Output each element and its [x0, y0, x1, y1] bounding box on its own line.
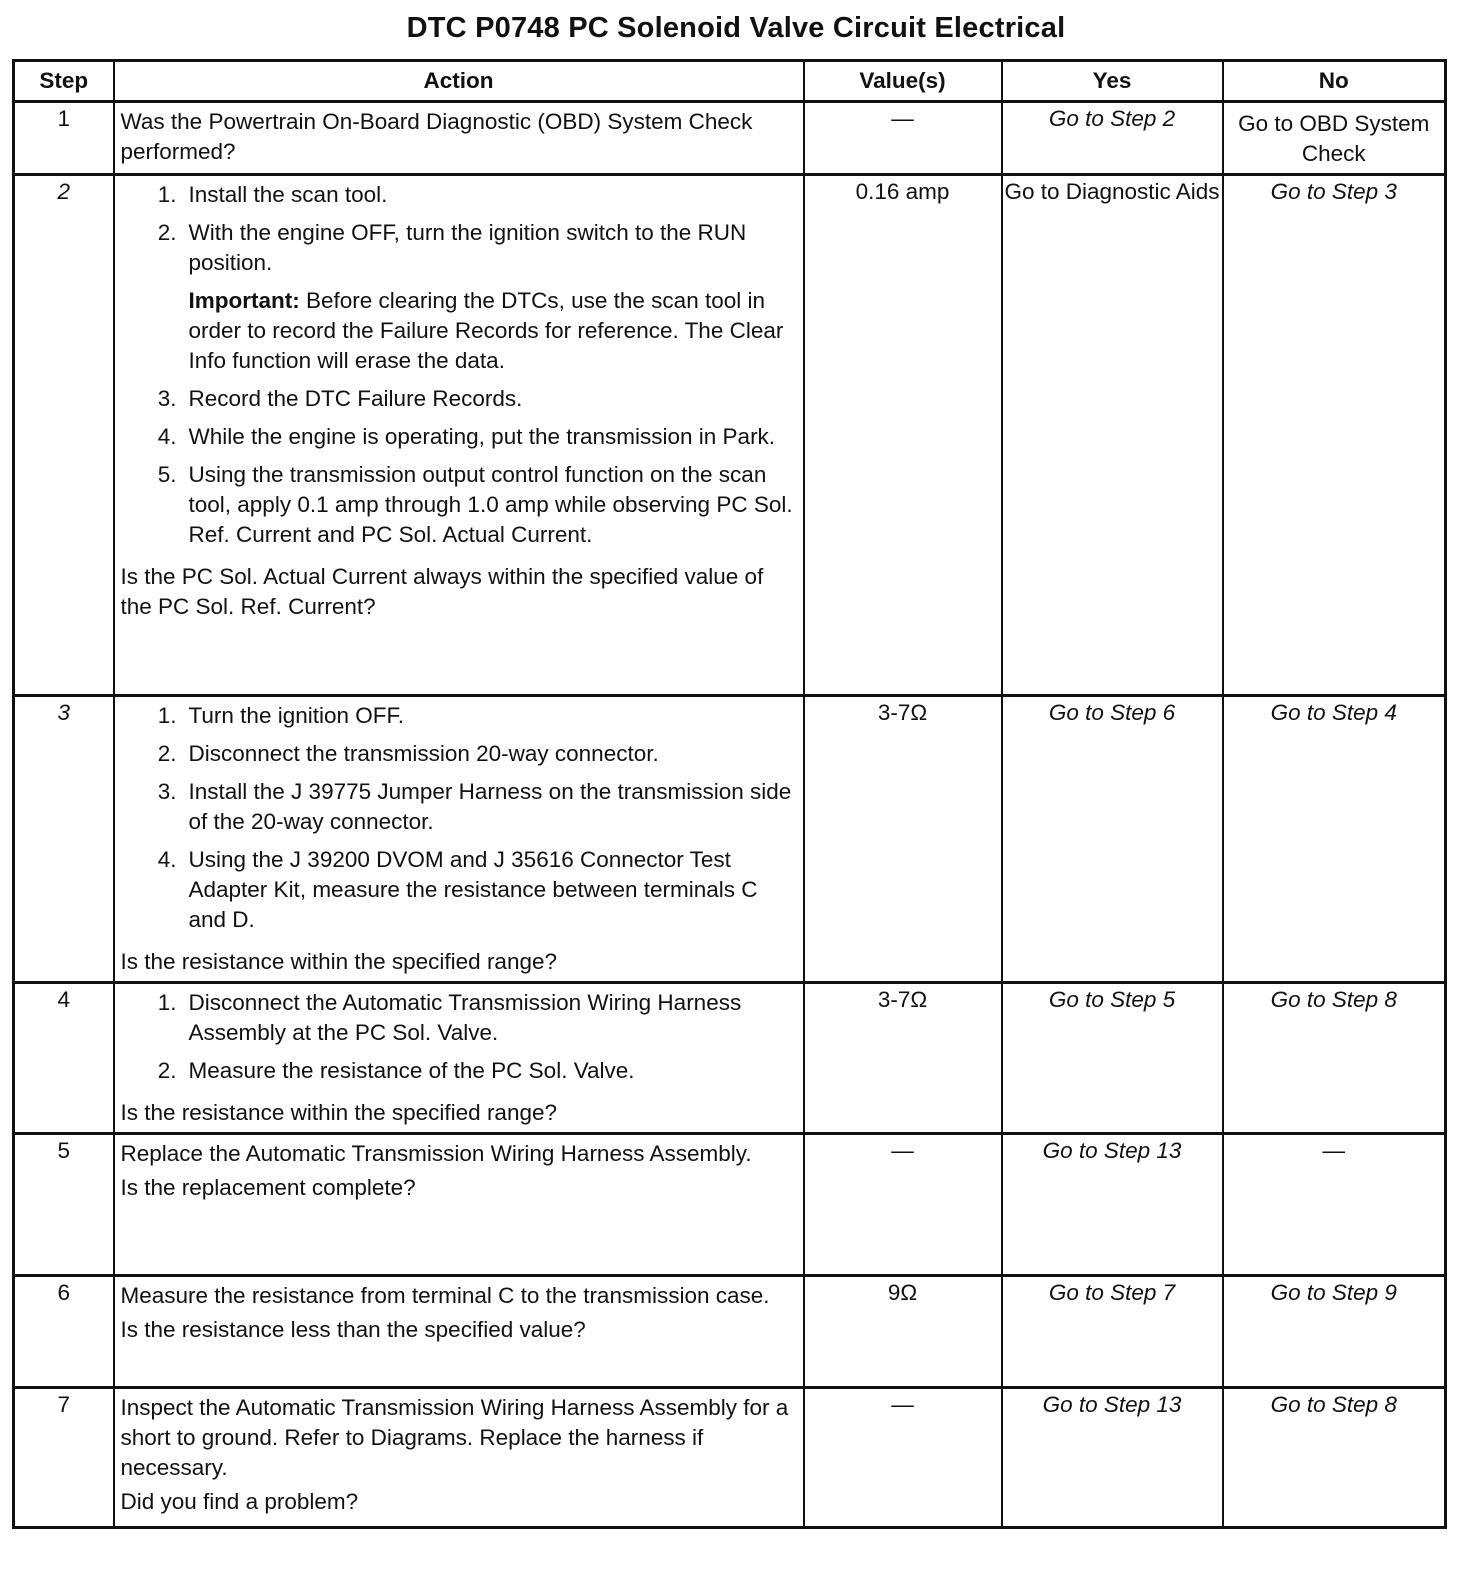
yes-cell: Go to Step 13: [1002, 1134, 1223, 1276]
header-yes: Yes: [1002, 61, 1223, 102]
list-item: 1. Install the scan tool.: [157, 182, 388, 207]
action-text: Replace the Automatic Transmission Wiring Harness Assembly.: [120, 1141, 752, 1166]
list-item: 4. While the engine is operating, put the transmission in Park.: [157, 424, 776, 449]
action-cell: [114, 696, 804, 983]
no-cell: Go to Step 8: [1223, 983, 1446, 1134]
step-number: 5: [14, 1134, 114, 1276]
procedure-list: [121, 701, 799, 943]
value-cell: —: [804, 1134, 1002, 1276]
action-cell: [114, 102, 804, 175]
step-number: 2: [14, 175, 114, 696]
action-text: Inspect the Automatic Transmission Wiring Harness Assembly for a short to ground. Refer to Diagrams. Replace the harness if necessary.: [120, 1395, 789, 1480]
action-question: Is the replacement complete?: [120, 1175, 416, 1200]
table-row-step-1: [14, 102, 1446, 175]
yes-cell: Go to Step 13: [1002, 1388, 1223, 1528]
list-item: 2. Measure the resistance of the PC Sol. Valve.: [157, 1058, 635, 1083]
header-no: No: [1223, 61, 1446, 102]
important-label: Important:: [188, 288, 300, 313]
list-item: 3. Record the DTC Failure Records.: [157, 386, 523, 411]
value-cell: 9Ω: [804, 1276, 1002, 1388]
list-item: 1. Disconnect the Automatic Transmission Wiring Harness Assembly at the PC Sol. Valve.: [157, 990, 742, 1045]
step-number: 4: [14, 983, 114, 1134]
step-number: 6: [14, 1276, 114, 1388]
table-row-step-4: [14, 983, 1446, 1134]
yes-cell: Go to Step 5: [1002, 983, 1223, 1134]
yes-cell: Go to Diagnostic Aids: [1002, 175, 1223, 696]
header-action: Action: [114, 61, 804, 102]
table-row-step-2: [14, 175, 1446, 696]
value-cell: —: [804, 102, 1002, 175]
value-cell: 3-7Ω: [804, 983, 1002, 1134]
action-cell: [114, 1388, 804, 1528]
yes-cell: Go to Step 7: [1002, 1276, 1223, 1388]
list-item: 1. Turn the ignition OFF.: [157, 703, 405, 728]
page-title: DTC P0748 PC Solenoid Valve Circuit Electrical: [406, 12, 1066, 44]
list-item: 4. Using the J 39200 DVOM and J 35616 Connector Test Adapter Kit, measure the resistance between terminals C and D.: [157, 847, 758, 932]
no-cell: Go to OBD System Check: [1223, 102, 1446, 175]
list-item: 2. With the engine OFF, turn the ignition switch to the RUN position.: [157, 220, 747, 275]
no-cell: —: [1223, 1134, 1446, 1276]
list-item: 5. Using the transmission output control function on the scan tool, apply 0.1 amp through 1.0 amp while observing PC Sol. Ref. Current and PC Sol. Actual Current.: [157, 462, 793, 547]
procedure-list: [121, 180, 799, 558]
no-cell: Go to Step 3: [1223, 175, 1446, 696]
no-cell: Go to Step 4: [1223, 696, 1446, 983]
yes-cell: Go to Step 2: [1002, 102, 1223, 175]
diagnostic-table: [12, 59, 1447, 1529]
table-row-step-3: [14, 696, 1446, 983]
action-text: Measure the resistance from terminal C to the transmission case.: [120, 1283, 770, 1308]
action-text: Was the Powertrain On-Board Diagnostic (OBD) System Check performed?: [120, 109, 753, 164]
procedure-list: [121, 988, 799, 1094]
no-cell: Go to Step 9: [1223, 1276, 1446, 1388]
value-cell: 0.16 amp: [804, 175, 1002, 696]
yes-cell: Go to Step 6: [1002, 696, 1223, 983]
step-number: 1: [14, 102, 114, 175]
list-item: 2. Disconnect the transmission 20-way connector.: [157, 741, 659, 766]
action-question: Is the resistance within the specified range?: [120, 949, 557, 974]
action-question: Is the PC Sol. Actual Current always within the specified value of the PC Sol. Ref. Current?: [120, 564, 764, 619]
important-note: [121, 286, 799, 376]
value-cell: 3-7Ω: [804, 696, 1002, 983]
action-question: Is the resistance within the specified range?: [120, 1100, 557, 1125]
action-question: Is the resistance less than the specified value?: [120, 1317, 586, 1342]
important-text: Before clearing the DTCs, use the scan tool in order to record the Failure Records for reference. The Clear Info function will erase the data.: [188, 288, 784, 373]
table-header-row: [14, 61, 1446, 102]
action-cell: [114, 983, 804, 1134]
table-row-step-7: [14, 1388, 1446, 1528]
no-cell: Go to Step 8: [1223, 1388, 1446, 1528]
step-number: 3: [14, 696, 114, 983]
table-row-step-5: [14, 1134, 1446, 1276]
value-cell: —: [804, 1388, 1002, 1528]
action-cell: [114, 1134, 804, 1276]
action-cell: [114, 1276, 804, 1388]
step-number: 7: [14, 1388, 114, 1528]
action-question: Did you find a problem?: [120, 1489, 359, 1514]
header-values: Value(s): [804, 61, 1002, 102]
action-cell: [114, 175, 804, 696]
table-row-step-6: [14, 1276, 1446, 1388]
list-item: 3. Install the J 39775 Jumper Harness on the transmission side of the 20-way connector.: [157, 779, 792, 834]
header-step: Step: [14, 61, 114, 102]
